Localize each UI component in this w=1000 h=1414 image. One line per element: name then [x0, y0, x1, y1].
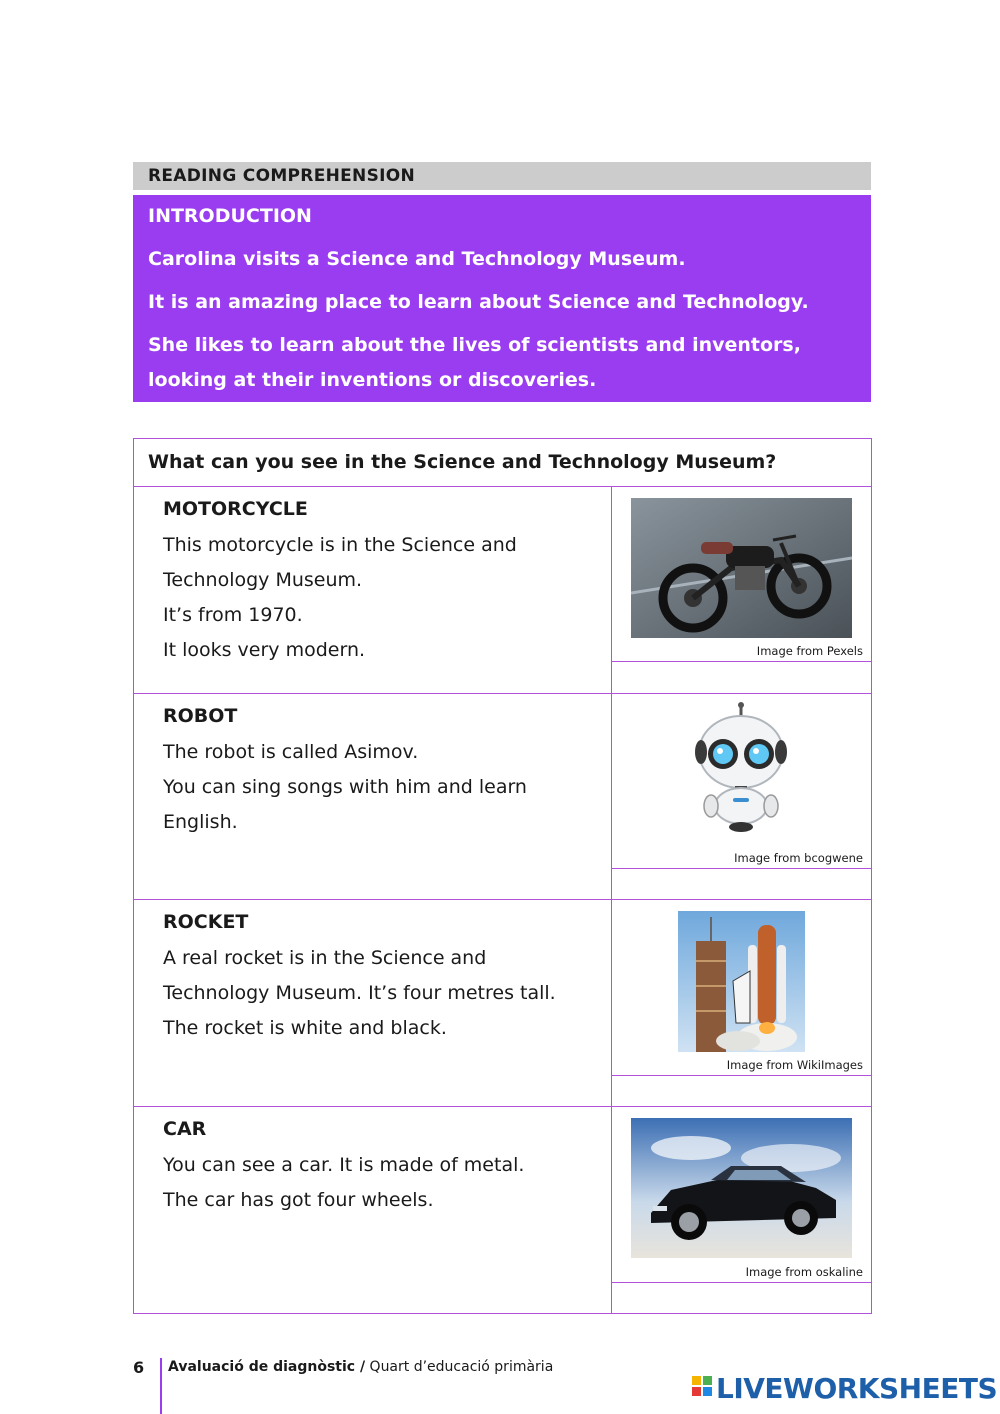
item-text-line: The robot is called Asimov. [163, 741, 419, 763]
robot-image [691, 702, 791, 834]
question-text: What can you see in the Science and Technology Museum? [148, 451, 777, 473]
item-title: CAR [163, 1118, 207, 1140]
image-caption: Image from bcogwene [734, 851, 863, 865]
item-text-line: The rocket is white and black. [163, 1017, 447, 1039]
item-text-line: It’s from 1970. [163, 604, 303, 626]
item-text-line: You can sing songs with him and learn [163, 776, 527, 798]
image-caption: Image from oskaline [745, 1265, 863, 1279]
intro-heading: INTRODUCTION [148, 205, 312, 227]
intro-line: It is an amazing place to learn about Science and Technology. [148, 291, 809, 313]
intro-line: She likes to learn about the lives of scientists and inventors, [148, 334, 801, 356]
caption-divider [611, 1075, 871, 1076]
rocket-image [678, 911, 805, 1052]
question-row [134, 439, 871, 487]
footer-title-bold: Avaluació de diagnòstic / [168, 1359, 366, 1375]
image-caption: Image from WikiImages [726, 1058, 863, 1072]
item-row-robot [134, 694, 871, 900]
item-text-line: You can see a car. It is made of metal. [163, 1154, 525, 1176]
intro-line: Carolina visits a Science and Technology Museum. [148, 248, 686, 270]
caption-divider [611, 661, 871, 662]
section-label: READING COMPREHENSION [148, 166, 416, 186]
section-header-bar [133, 162, 871, 190]
item-title: ROBOT [163, 705, 238, 727]
item-text-line: Technology Museum. [163, 569, 363, 591]
liveworksheets-brand[interactable]: LIVEWORKSHEETS [716, 1372, 998, 1405]
item-title: MOTORCYCLE [163, 498, 308, 520]
footer-title-rest: Quart d’educació primària [365, 1359, 554, 1375]
item-title: ROCKET [163, 911, 249, 933]
item-row-rocket [134, 900, 871, 1107]
item-text-line: Technology Museum. It’s four metres tall. [163, 982, 556, 1004]
motorcycle-image [631, 498, 852, 638]
item-text-line: A real rocket is in the Science and [163, 947, 487, 969]
item-row-car [134, 1107, 871, 1313]
introduction-box [133, 195, 871, 402]
item-text-line: It looks very modern. [163, 639, 366, 661]
item-row-motorcycle [134, 487, 871, 694]
column-divider [611, 487, 612, 693]
item-text-line: English. [163, 811, 238, 833]
item-text-line: The car has got four wheels. [163, 1189, 434, 1211]
car-image [631, 1118, 852, 1258]
caption-divider [611, 1282, 871, 1283]
page-number: 6 [133, 1358, 145, 1377]
caption-divider [611, 868, 871, 869]
footer-title [168, 1359, 553, 1375]
museum-items-table [133, 438, 872, 1314]
item-text-line: This motorcycle is in the Science and [163, 534, 517, 556]
image-caption: Image from Pexels [756, 644, 863, 658]
liveworksheets-logo-icon [692, 1372, 714, 1406]
footer-divider [160, 1358, 162, 1414]
intro-line: looking at their inventions or discoveries. [148, 369, 597, 391]
